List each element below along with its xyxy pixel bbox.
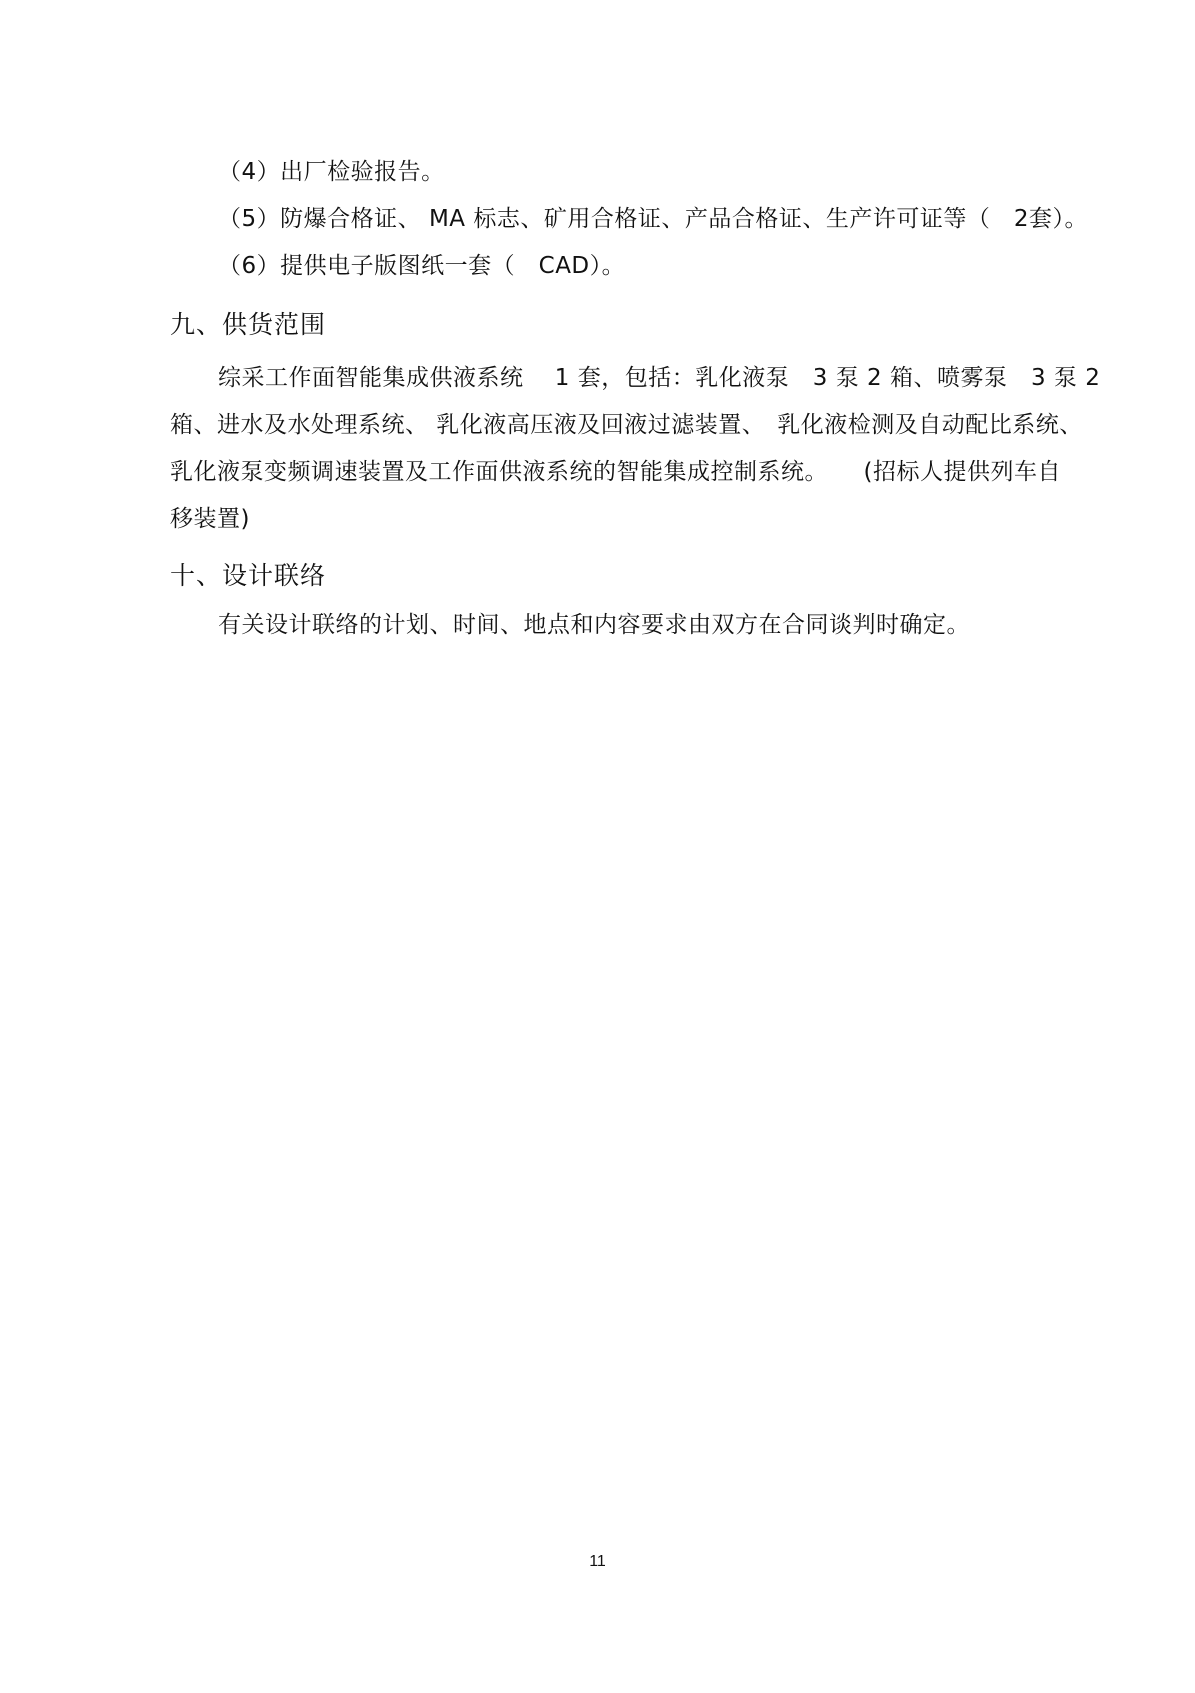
design-liaison-text: 有关设计联络的计划、时间、地点和内容要求由双方在合同谈判时确定。 bbox=[218, 612, 970, 638]
section-heading-supply-scope: 九、供货范围 bbox=[170, 310, 327, 339]
supply-scope-line-4: 移装置) bbox=[170, 506, 250, 532]
delivery-item-4: （4）出厂检验报告。 bbox=[218, 159, 445, 185]
supply-scope-line-3: 乳化液泵变频调速装置及工作面供液系统的智能集成控制系统。 (招标人提供列车自 bbox=[170, 459, 1061, 485]
section-heading-design-liaison: 十、设计联络 bbox=[170, 561, 327, 590]
delivery-item-5: （5）防爆合格证、 MA 标志、矿用合格证、产品合格证、生产许可证等（ 2套）。 bbox=[218, 206, 1088, 232]
supply-scope-line-2: 箱、进水及水处理系统、 乳化液高压液及回液过滤装置、 乳化液检测及自动配比系统、 bbox=[170, 412, 1083, 438]
supply-scope-line-1: 综采工作面智能集成供液系统 1 套，包括：乳化液泵 3 泵 2 箱、喷雾泵 3 泵 2 bbox=[218, 365, 1101, 391]
page-number: 11 bbox=[589, 1553, 606, 1570]
delivery-item-6: （6）提供电子版图纸一套（ CAD）。 bbox=[218, 253, 626, 279]
